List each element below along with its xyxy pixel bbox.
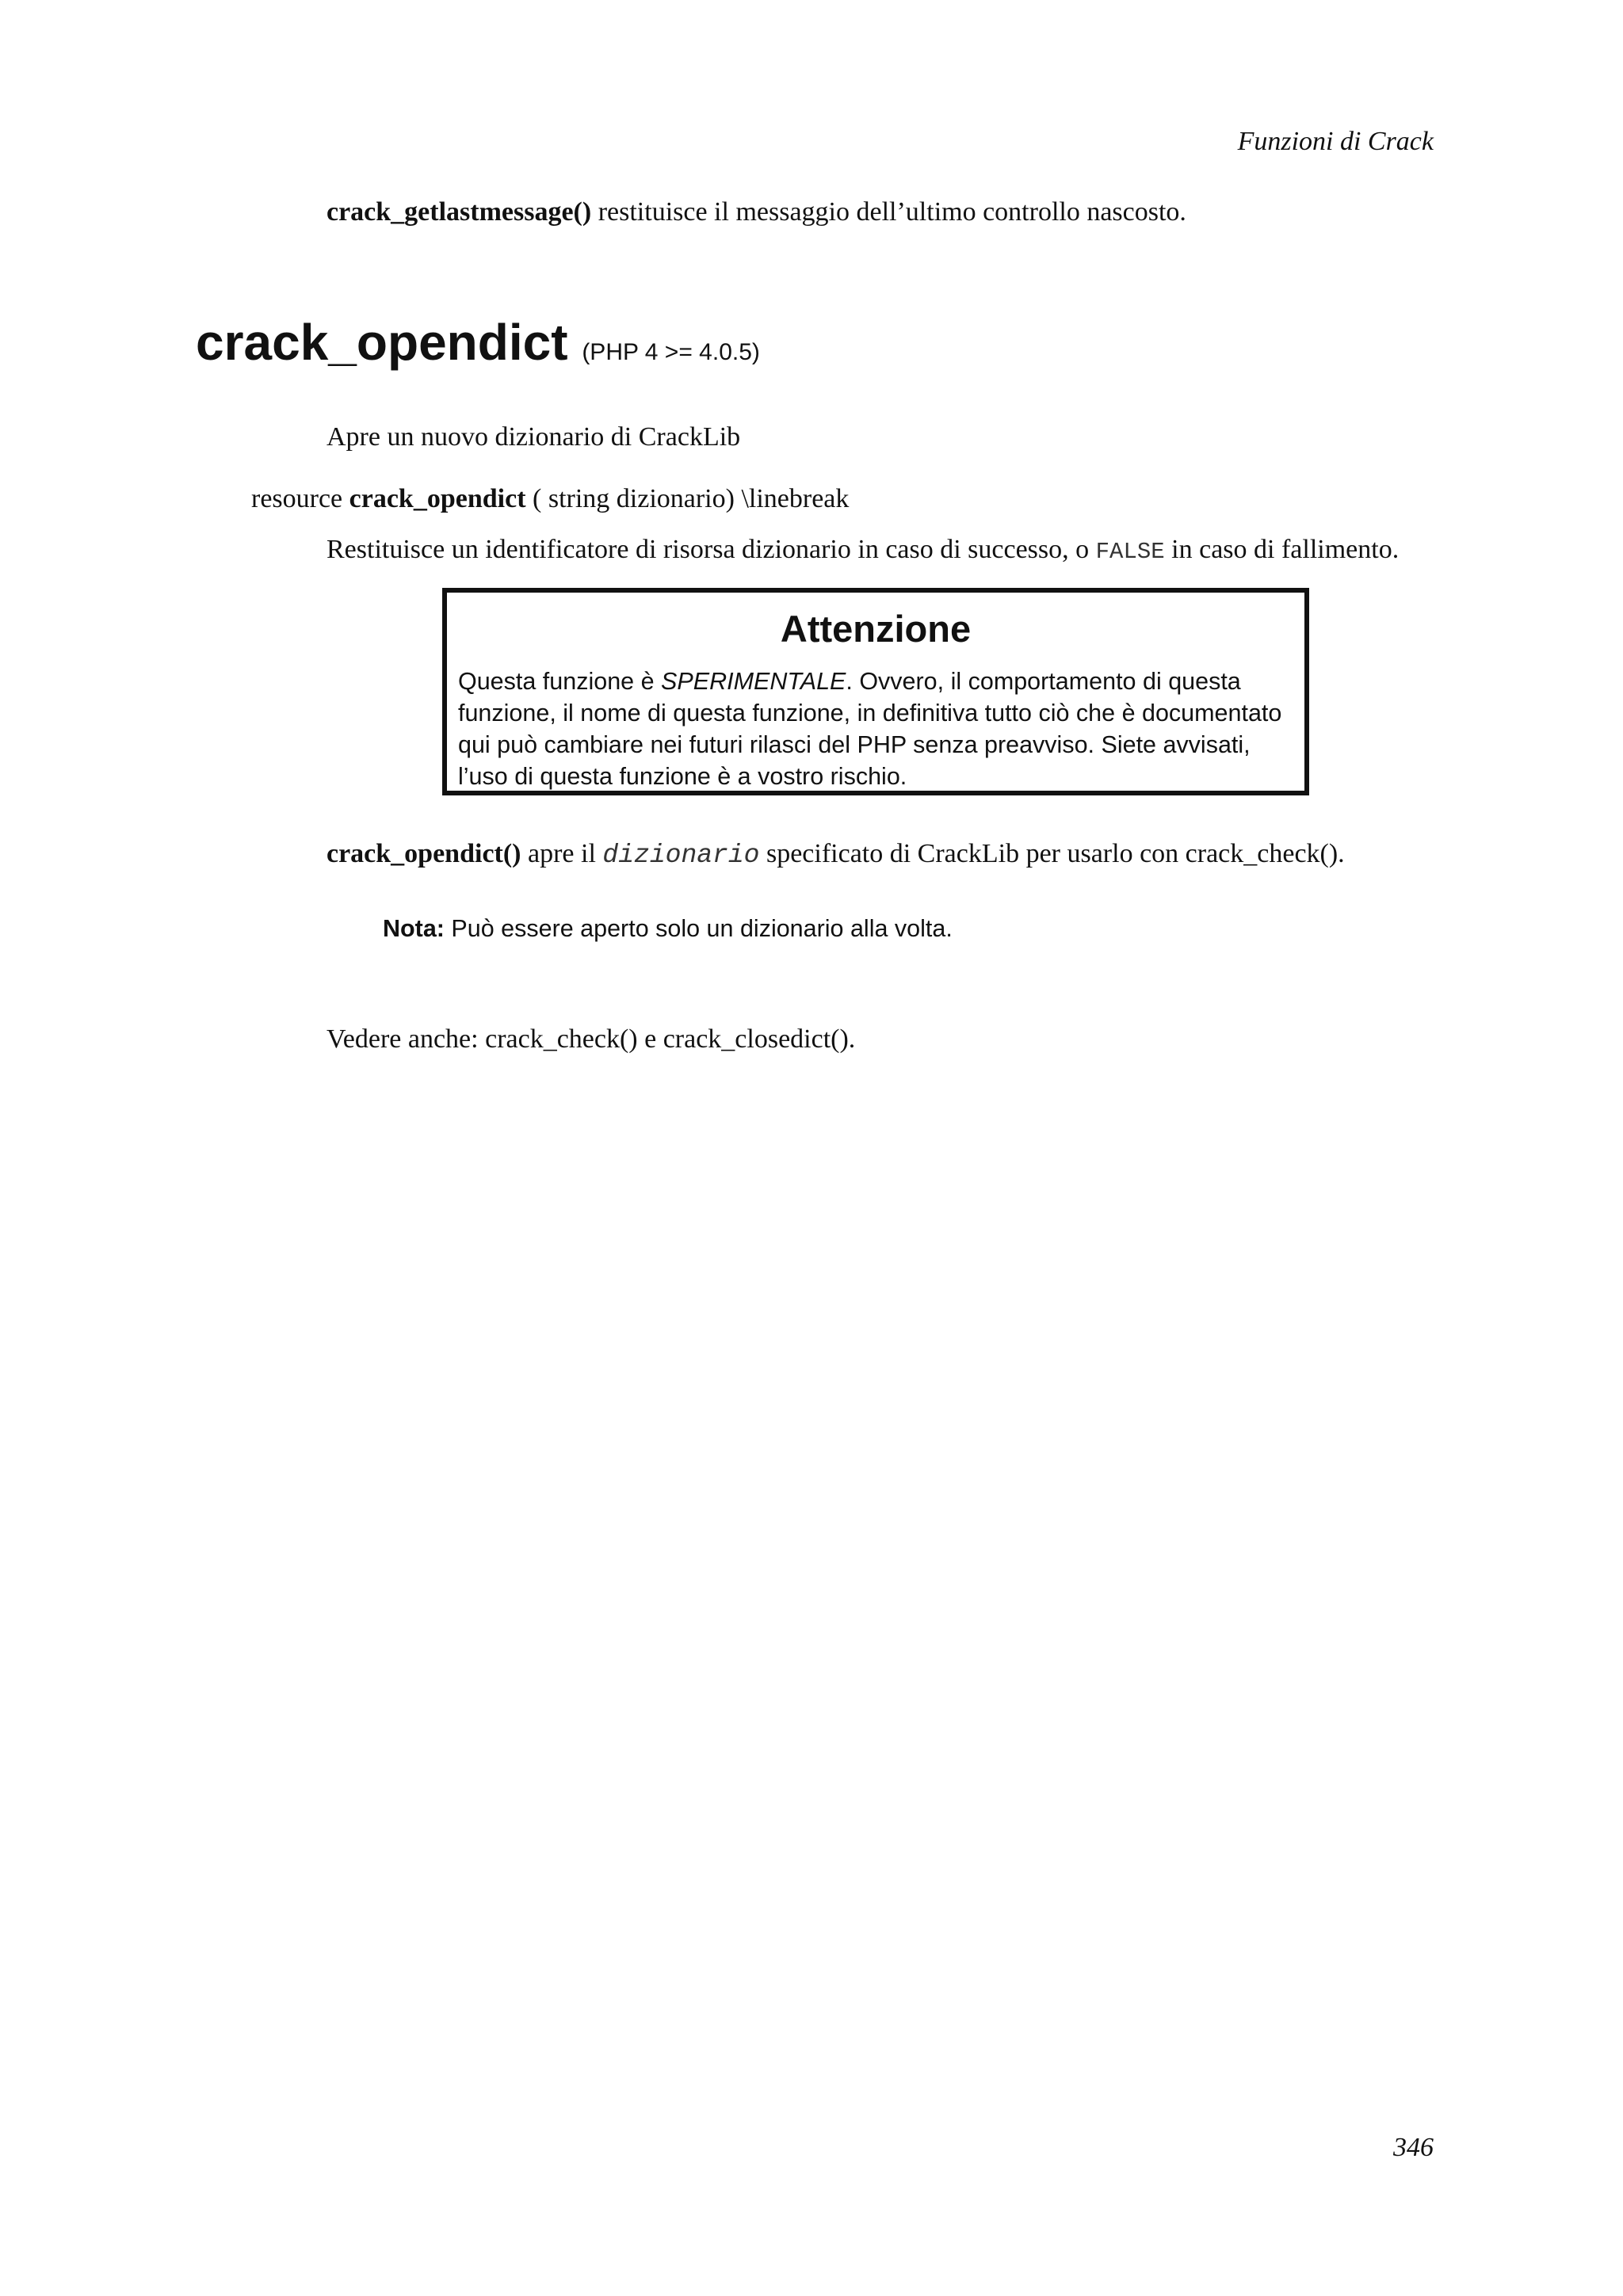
intro-text: restituisce il messaggio dell’ultimo controllo nascosto. — [591, 197, 1186, 227]
note-label: Nota: — [383, 915, 445, 942]
warning-box — [442, 588, 1309, 795]
description — [327, 838, 1345, 871]
return-text-after: in caso di fallimento. — [1164, 535, 1400, 564]
description-after-param: specificato di CrackLib per usarlo con crack_check(). — [759, 839, 1345, 868]
signature-function-name: crack_opendict — [349, 484, 526, 513]
description-function-name: crack_opendict() — [327, 839, 521, 868]
see-also: Vedere anche: crack_check() e crack_closedict(). — [327, 1024, 856, 1054]
warning-lead: Questa funzione è — [458, 668, 662, 695]
section-title — [196, 311, 760, 384]
summary: Apre un nuovo dizionario di CrackLib — [327, 422, 741, 452]
version-note: (PHP 4 >= 4.0.5) — [582, 339, 760, 365]
intro-function-name: crack_getlastmessage() — [327, 197, 592, 227]
function-signature — [251, 483, 849, 515]
return-text-before: Restituisce un identificatore di risorsa dizionario in caso di successo, o — [327, 535, 1096, 564]
description-before-param: apre il — [521, 839, 603, 868]
return-value — [327, 534, 1399, 568]
page-number: 346 — [1393, 2133, 1434, 2162]
intro-line — [327, 196, 1186, 228]
warning-title: Attenzione — [780, 608, 972, 650]
parameter-name: dizionario — [602, 841, 760, 870]
false-constant: FALSE — [1095, 539, 1165, 565]
note — [383, 913, 953, 944]
function-title: crack_opendict — [196, 314, 568, 371]
warning-body — [458, 666, 1298, 792]
warning-rest: . Ovvero, il comportamento di questa funzione, il nome di questa funzione, in definitiva tutto ciò che è documentato qui può cambiare nei futuri rilasci del PHP senza preavviso. Siete avvisati, l’uso di questa funzione è a vostro rischio. — [458, 668, 1282, 790]
return-type: resource — [251, 484, 349, 513]
signature-params: ( string dizionario) \linebreak — [525, 484, 850, 513]
warning-emphasis: SPERIMENTALE — [661, 668, 846, 695]
note-text: Può essere aperto solo un dizionario alla volta. — [444, 915, 953, 942]
running-head: Funzioni di Crack — [1237, 127, 1434, 156]
